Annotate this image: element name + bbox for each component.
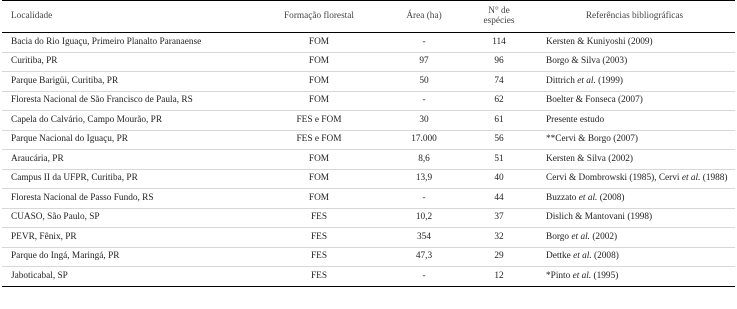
referencia-it: et al. — [573, 251, 592, 262]
cell-localidade: Curitiba, PR — [2, 52, 254, 72]
cell-localidade: PEVR, Fênix, PR — [2, 228, 254, 248]
referencia-post: (2008) — [597, 192, 625, 203]
referencia-post: (2008) — [591, 251, 619, 262]
cell-area: 97 — [384, 52, 464, 72]
cell-area: 50 — [384, 72, 464, 92]
cell-area: 10,2 — [384, 208, 464, 228]
cell-formacao: FES — [254, 247, 384, 267]
cell-formacao: FES e FOM — [254, 111, 384, 131]
referencia-post: (1995) — [591, 270, 619, 281]
cell-especies: 51 — [464, 150, 534, 170]
cell-localidade: Bacia do Rio Iguaçu, Primeiro Planalto Paranaense — [11, 36, 202, 47]
table-header — [2, 1, 735, 33]
cell-localidade: Parque Barigüi, Curitiba, PR — [2, 72, 254, 92]
table-row — [2, 72, 735, 92]
table-row — [2, 91, 735, 111]
cell-formacao: FES — [254, 267, 384, 287]
cell-especies: 32 — [464, 228, 534, 248]
header-area: Área (ha) — [384, 1, 464, 33]
referencia-pre: Dettke — [546, 251, 574, 262]
header-especies — [464, 1, 534, 33]
cell-area: 8,6 — [384, 150, 464, 170]
cell-formacao: FES — [254, 228, 384, 248]
cell-formacao: FOM — [308, 36, 330, 47]
referencia-pre: Borgo & Silva (2003) — [546, 56, 628, 67]
header-especies-line1: N° de — [488, 5, 510, 16]
referencia-it: et al. — [681, 173, 701, 184]
referencia-pre: Kersten & Kuniyoshi (2009) — [546, 36, 653, 47]
header-row — [2, 1, 735, 33]
cell-especies: 56 — [464, 130, 534, 150]
cell-especies: 74 — [464, 72, 534, 92]
cell-especies: 44 — [464, 189, 534, 209]
cell-referencia — [534, 228, 735, 248]
referencia-pre: *Pinto — [546, 270, 573, 281]
table-row — [2, 150, 735, 170]
referencia-it: et al. — [572, 270, 592, 281]
cell-referencia — [534, 150, 735, 170]
cell-area: - — [384, 91, 464, 111]
cell-formacao: FES — [254, 208, 384, 228]
table-body — [2, 33, 735, 287]
cell-localidade: Araucária, PR — [2, 150, 254, 170]
referencia-pre: Dislich & Mantovani (1998) — [546, 212, 653, 223]
cell-especies: 37 — [464, 208, 534, 228]
cell-referencia — [534, 169, 735, 189]
table-row — [2, 130, 735, 150]
referencia-post: (1999) — [595, 75, 623, 86]
referencia-pre: **Cervi & Borgo (2007) — [546, 134, 639, 145]
cell-referencia — [534, 52, 735, 72]
cell-area: 13,9 — [384, 169, 464, 189]
cell-localidade: Floresta Nacional de São Francisco de Paula, RS — [2, 91, 254, 111]
referencia-pre: Cervi & Dombrowski (1985), Cervi — [546, 173, 682, 184]
header-formacao: Formação florestal — [254, 1, 384, 33]
table-row — [2, 33, 735, 53]
table-row — [2, 111, 735, 131]
cell-area: 30 — [384, 111, 464, 131]
cell-area: - — [384, 267, 464, 287]
cell-formacao: FOM — [254, 189, 384, 209]
cell-formacao: FOM — [254, 91, 384, 111]
table-row — [2, 189, 735, 209]
table-row — [2, 247, 735, 267]
header-referencias: Referências bibliográficas — [534, 1, 735, 33]
referencia-it: et al. — [578, 192, 598, 203]
cell-area: - — [384, 189, 464, 209]
cell-referencia — [534, 72, 735, 92]
table-row — [2, 228, 735, 248]
header-especies-line2: espécies — [483, 15, 515, 26]
referencia-post: (2002) — [590, 231, 618, 242]
cell-localidade: Parque do Ingá, Maringá, PR — [2, 247, 254, 267]
referencia-pre: Borgo — [546, 231, 572, 242]
cell-referencia — [534, 130, 735, 150]
cell-referencia — [534, 91, 735, 111]
cell-referencia — [534, 208, 735, 228]
referencia-pre: Boelter & Fonseca (2007) — [546, 95, 643, 106]
referencia-post: (1988) — [700, 173, 728, 184]
cell-referencia — [534, 111, 735, 131]
referencia-pre: Dittrich — [546, 75, 578, 86]
cell-formacao: FOM — [254, 72, 384, 92]
cell-localidade: CUASO, São Paulo, SP — [2, 208, 254, 228]
cell-especies: 96 — [464, 52, 534, 72]
cell-especies: 62 — [464, 91, 534, 111]
cell-especies: 61 — [464, 111, 534, 131]
cell-referencia — [534, 189, 735, 209]
table-row — [2, 169, 735, 189]
referencia-it: et al. — [571, 231, 590, 242]
cell-localidade: Campus II da UFPR, Curitiba, PR — [2, 169, 254, 189]
cell-especies: 29 — [464, 247, 534, 267]
cell-area: 354 — [384, 228, 464, 248]
cell-localidade: Parque Nacional do Iguaçu, PR — [2, 130, 254, 150]
cell-area: 17.000 — [384, 130, 464, 150]
cell-especies: 12 — [464, 267, 534, 287]
species-comparison-table — [2, 0, 735, 287]
table-row — [2, 267, 735, 287]
table-row — [2, 208, 735, 228]
cell-especies: 40 — [464, 169, 534, 189]
referencia-pre: Buzzato — [546, 192, 579, 203]
cell-localidade: Jaboticabal, SP — [2, 267, 254, 287]
cell-referencia — [534, 33, 735, 53]
referencia-pre: Presente estudo — [546, 114, 605, 125]
cell-localidade: Floresta Nacional de Passo Fundo, RS — [2, 189, 254, 209]
cell-area: 47,3 — [384, 247, 464, 267]
header-localidade: Localidade — [2, 1, 254, 33]
referencia-it: et al. — [577, 75, 596, 86]
cell-formacao: FES e FOM — [254, 130, 384, 150]
table-row — [2, 52, 735, 72]
cell-localidade: Capela do Calvário, Campo Mourão, PR — [2, 111, 254, 131]
cell-formacao: FOM — [254, 150, 384, 170]
cell-formacao: FOM — [254, 52, 384, 72]
cell-referencia — [534, 267, 735, 287]
cell-area: - — [422, 36, 426, 47]
cell-especies: 114 — [492, 36, 506, 47]
referencia-pre: Kersten & Silva (2002) — [546, 153, 634, 164]
cell-formacao: FOM — [254, 169, 384, 189]
cell-referencia — [534, 247, 735, 267]
